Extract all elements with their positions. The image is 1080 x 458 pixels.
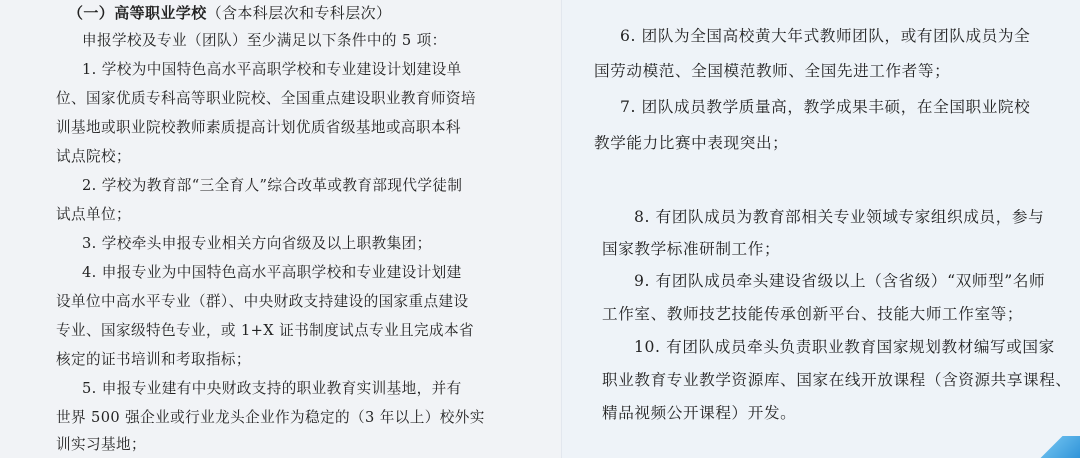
condition-4-line-2: 设单位中高水平专业（群）、中央财政支持建设的国家重点建设 (56, 293, 469, 310)
condition-3-line-1: 3. 学校牵头申报专业相关方向省级及以上职教集团； (82, 235, 432, 252)
condition-5-line-1: 5. 申报专业建有中央财政支持的职业教育实训基地，并有 (82, 380, 462, 397)
corner-decoration (1035, 436, 1080, 458)
condition-7-line-1: 7. 团队成员教学质量高，教学成果丰硕，在全国职业院校 (620, 98, 1031, 116)
condition-6-line-1: 6. 团队为全国高校黄大年式教师团队，或有团队成员为全 (620, 27, 1031, 45)
condition-6-line-2: 国劳动模范、全国模范教师、全国先进工作者等； (594, 62, 951, 80)
condition-1-line-3: 训基地或职业院校教师素质提高计划优质省级基地或高职本科 (56, 119, 461, 136)
condition-1-line-2: 位、国家优质专科高等职业院校、全国重点建设职业教育师资培 (56, 90, 476, 107)
condition-10-line-3: 精品视频公开课程）开发。 (602, 404, 797, 422)
section-title-note: （含本科层次和专科层次） (206, 4, 392, 22)
condition-1-line-4: 试点院校； (56, 148, 131, 165)
condition-10-line-2: 职业教育专业教学资源库、国家在线开放课程（含资源共享课程、 (602, 371, 1072, 389)
condition-10-line-1: 10. 有团队成员牵头负责职业教育国家规划教材编写或国家 (634, 338, 1055, 356)
section-title (68, 3, 391, 23)
condition-8-line-2: 国家教学标准研制工作； (602, 240, 781, 258)
condition-5-line-2: 世界 500 强企业或行业龙头企业作为稳定的（3 年以上）校外实 (56, 409, 485, 426)
condition-2-line-1: 2. 学校为教育部“三全育人”综合改革或教育部现代学徒制 (82, 177, 463, 194)
condition-9-line-1: 9. 有团队成员牵头建设省级以上（含省级）“双师型”名师 (634, 272, 1046, 290)
right-document-page (561, 0, 1080, 458)
section-title-main: （一）高等职业学校 (68, 4, 207, 22)
condition-4-line-4: 核定的证书培训和考取指标； (56, 351, 251, 368)
condition-8-line-1: 8. 有团队成员为教育部相关专业领域专家组织成员，参与 (634, 208, 1045, 226)
condition-5-line-3: 训实习基地； (56, 436, 146, 453)
condition-2-line-2: 试点单位； (56, 206, 131, 223)
intro-line: 申报学校及专业（团队）至少满足以下条件中的 5 项： (82, 32, 447, 49)
condition-4-line-3: 专业、国家级特色专业，或 1+X 证书制度试点专业且完成本省 (56, 322, 475, 339)
condition-7-line-2: 教学能力比赛中表现突出； (594, 134, 789, 152)
condition-9-line-2: 工作室、教师技艺技能传承创新平台、技能大师工作室等； (602, 305, 1024, 323)
condition-4-line-1: 4. 申报专业为中国特色高水平高职学校和专业建设计划建 (82, 264, 462, 281)
condition-1-line-1: 1. 学校为中国特色高水平高职学校和专业建设计划建设单 (82, 61, 462, 78)
